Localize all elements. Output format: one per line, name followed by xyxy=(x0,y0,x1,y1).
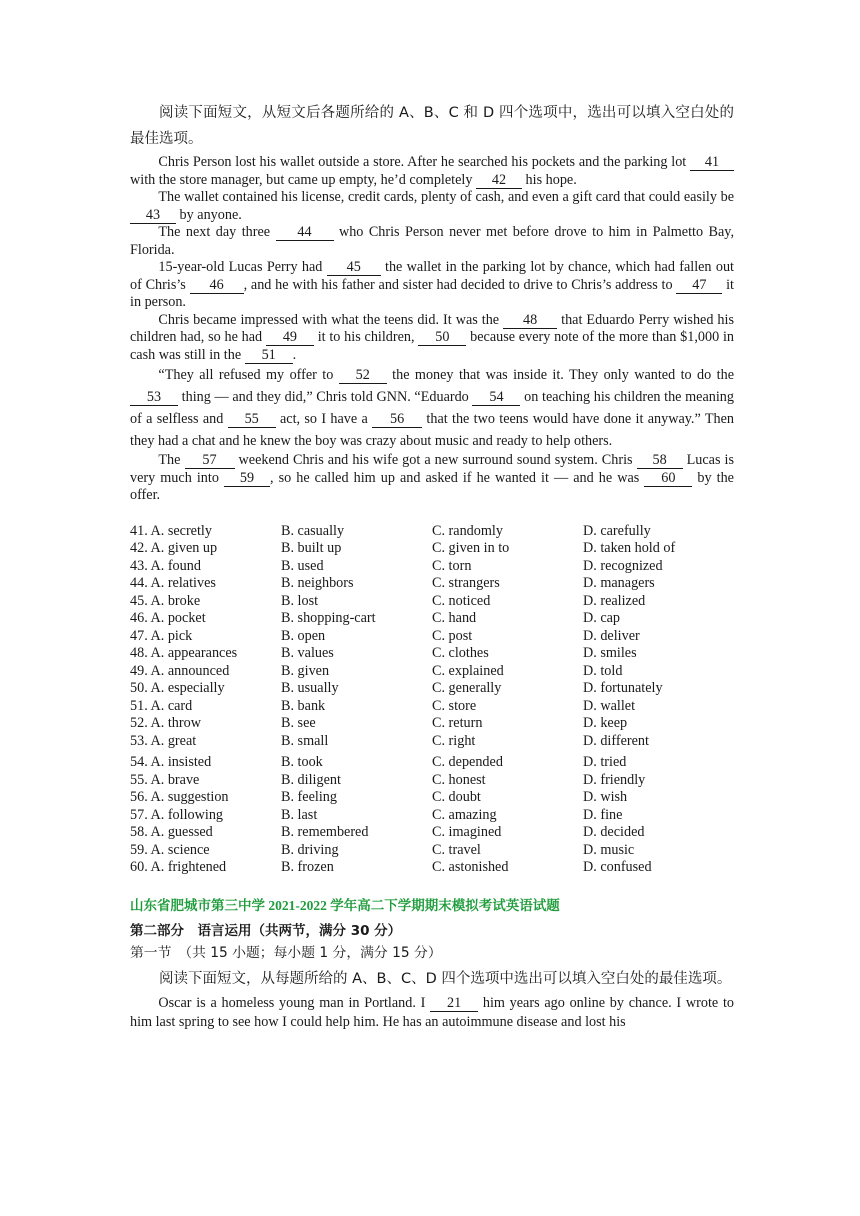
option-d: D. managers xyxy=(583,575,655,591)
option-c: C. doubt xyxy=(432,789,481,805)
option-a: 58. A. guessed xyxy=(130,824,213,840)
blank-42: 42 xyxy=(476,173,522,189)
passage-text: by the offer. xyxy=(130,469,734,503)
cloze-passage-2 xyxy=(130,994,734,1032)
option-row xyxy=(130,663,734,681)
passage-paragraph xyxy=(130,452,734,505)
option-b: B. neighbors xyxy=(281,575,354,591)
blank-44: 44 xyxy=(276,225,334,241)
option-row xyxy=(130,645,734,663)
cloze-passage xyxy=(130,154,734,505)
passage-text: , and he with his father and sister had decided to drive to Chris’s address to xyxy=(243,276,677,293)
passage-text: on teaching his children the meaning of a selfless and xyxy=(130,389,734,427)
option-c: C. travel xyxy=(432,841,481,858)
passage-text: 15-year-old Lucas Perry had xyxy=(158,259,327,275)
option-c: C. depended xyxy=(432,754,503,770)
option-b: B. values xyxy=(281,645,334,661)
option-d: D. music xyxy=(583,841,635,858)
option-b: B. casually xyxy=(281,522,345,539)
passage-paragraph xyxy=(130,224,734,259)
option-row xyxy=(130,575,734,593)
option-a: 44. A. relatives xyxy=(130,575,216,591)
option-d: D. cap xyxy=(583,610,621,626)
option-row xyxy=(130,807,734,825)
passage-text: that Eduardo Perry wished his children had, so he had xyxy=(130,311,734,345)
option-d: D. wish xyxy=(583,789,628,805)
reading-instruction: 阅读下面短文，从短文后各题所给的 A、B、C 和 D 四个选项中，选出可以填入空白处的最佳选项。 xyxy=(130,105,734,147)
exam-page xyxy=(130,100,734,1032)
option-a: 43. A. found xyxy=(130,557,201,574)
blank-41: 41 xyxy=(690,155,734,171)
passage-text: that the two teens would have done it anyway.” Then they had a chat and he knew the boy was crazy about music and ready to help others. xyxy=(130,411,734,449)
option-a: 57. A. following xyxy=(130,806,224,823)
option-b: B. open xyxy=(281,627,326,644)
option-d: D. confused xyxy=(583,859,652,875)
option-a: 49. A. announced xyxy=(130,662,230,679)
passage-text: . xyxy=(292,346,297,363)
blank-51: 51 xyxy=(245,348,293,364)
option-b: B. given xyxy=(281,662,330,679)
passage-paragraph xyxy=(130,994,734,1032)
option-c: C. post xyxy=(432,627,473,644)
passage-paragraph xyxy=(130,364,734,452)
passage-text: who Chris Person never met before drove to him in Palmetto Bay, Florida. xyxy=(130,224,734,258)
passage-paragraph xyxy=(130,312,734,365)
option-b: B. shopping-cart xyxy=(281,610,376,626)
option-d: D. recognized xyxy=(583,557,663,574)
passage-text: with the store manager, but came up empty, he’d completely xyxy=(130,171,476,188)
option-b: B. last xyxy=(281,806,318,823)
option-b: B. lost xyxy=(281,592,319,609)
passage-text: thing — and they did,” Chris told GNN. “Eduardo xyxy=(178,389,473,405)
option-b: B. built up xyxy=(281,540,342,556)
passage-text: because every note of the more than $1,000 in cash was still in the xyxy=(130,329,734,363)
option-a: 47. A. pick xyxy=(130,627,193,644)
passage-text: the wallet in the parking lot by chance, which had fallen out of Chris’s xyxy=(130,259,734,293)
option-row xyxy=(130,859,734,877)
blank-60: 60 xyxy=(644,471,692,487)
option-a: 42. A. given up xyxy=(130,540,218,556)
option-a: 54. A. insisted xyxy=(130,754,212,770)
passage-text: Oscar is a homeless young man in Portland. I xyxy=(158,994,431,1011)
option-row xyxy=(130,680,734,698)
option-row xyxy=(130,698,734,716)
option-c: C. store xyxy=(432,697,477,714)
option-d: D. fine xyxy=(583,806,623,823)
passage-paragraph xyxy=(130,154,734,189)
passage-paragraph xyxy=(130,189,734,224)
passage-text: The next day three xyxy=(158,224,276,240)
option-d: D. taken hold of xyxy=(583,540,676,556)
section-heading: 第二部分 语言运用（共两节，满分 30 分） xyxy=(130,922,402,939)
answer-options-table xyxy=(130,523,734,877)
passage-text: it to his children, xyxy=(313,329,419,345)
blank-58: 58 xyxy=(637,453,683,469)
option-a: 53. A. great xyxy=(130,732,197,749)
blank-56: 56 xyxy=(372,412,422,428)
section-subheading: 第一节 （共 15 小题；每小题 1 分，满分 15 分） xyxy=(130,944,442,961)
passage-text: his hope. xyxy=(522,171,577,188)
blank-45: 45 xyxy=(327,260,381,276)
option-row xyxy=(130,610,734,628)
passage-text: Chris Person lost his wallet outside a store. After he searched his pockets and the parking lot xyxy=(158,154,690,170)
option-row xyxy=(130,523,734,541)
option-d: D. told xyxy=(583,662,623,679)
option-b: B. diligent xyxy=(281,771,341,788)
option-b: B. see xyxy=(281,715,316,731)
option-row xyxy=(130,715,734,733)
blank-52: 52 xyxy=(339,368,387,384)
option-b: B. bank xyxy=(281,697,326,714)
option-c: C. imagined xyxy=(432,824,502,840)
option-a: 55. A. brave xyxy=(130,771,200,788)
option-row xyxy=(130,750,734,772)
option-d: D. wallet xyxy=(583,697,636,714)
option-c: C. right xyxy=(432,732,476,749)
option-c: C. clothes xyxy=(432,645,489,661)
option-c: C. randomly xyxy=(432,522,503,539)
blank-50: 50 xyxy=(418,330,466,346)
passage-text: weekend Chris and his wife got a new surround sound system. Chris xyxy=(234,452,637,468)
passage-text: “They all refused my offer to xyxy=(158,367,339,383)
option-a: 56. A. suggestion xyxy=(130,789,229,805)
option-c: C. return xyxy=(432,715,483,731)
passage-text: Chris became impressed with what the teens did. It was the xyxy=(158,311,504,328)
option-row xyxy=(130,558,734,576)
option-d: D. different xyxy=(583,732,649,749)
option-d: D. tried xyxy=(583,754,627,770)
reading-instruction-2: 阅读下面短文，从每题所给的 A、B、C、D 四个选项中选出可以填入空白处的最佳选项。 xyxy=(159,970,732,987)
passage-text: , so he called him up and asked if he wanted it — and he was xyxy=(269,469,645,486)
option-row xyxy=(130,540,734,558)
blank-48: 48 xyxy=(503,313,557,329)
option-a: 51. A. card xyxy=(130,697,193,714)
option-b: B. small xyxy=(281,732,329,749)
option-row xyxy=(130,789,734,807)
option-d: D. carefully xyxy=(583,522,651,539)
option-d: D. decided xyxy=(583,824,645,840)
passage-text: the money that was inside it. They only wanted to do the xyxy=(386,367,734,383)
passage-text: act, so I have a xyxy=(275,411,373,427)
blank-49: 49 xyxy=(266,330,314,346)
option-b: B. driving xyxy=(281,841,339,858)
option-a: 45. A. broke xyxy=(130,592,201,609)
passage-text: The xyxy=(158,452,185,468)
option-d: D. realized xyxy=(583,592,646,609)
option-b: B. used xyxy=(281,557,324,574)
option-a: 46. A. pocket xyxy=(130,610,206,626)
passage-text: it in person. xyxy=(130,276,734,310)
option-b: B. usually xyxy=(281,680,339,696)
blank-47: 47 xyxy=(676,278,722,294)
option-c: C. given in to xyxy=(432,540,510,556)
option-b: B. remembered xyxy=(281,824,369,840)
option-a: 60. A. frightened xyxy=(130,859,227,875)
blank-55: 55 xyxy=(228,412,276,428)
passage-text: The wallet contained his license, credit cards, plenty of cash, and even a gift card that could easily be xyxy=(158,189,734,205)
option-c: C. astonished xyxy=(432,859,509,875)
blank-21: 21 xyxy=(430,996,478,1012)
option-c: C. amazing xyxy=(432,806,497,823)
exam-source-title: 山东省肥城市第三中学 2021-2022 学年高二下学期期末模拟考试英语试题 xyxy=(130,897,560,913)
option-a: 52. A. throw xyxy=(130,715,201,731)
option-row xyxy=(130,842,734,860)
option-row xyxy=(130,772,734,790)
option-c: C. honest xyxy=(432,771,486,788)
option-d: D. smiles xyxy=(583,645,637,661)
option-row xyxy=(130,733,734,751)
blank-43: 43 xyxy=(130,208,176,224)
option-c: C. torn xyxy=(432,557,472,574)
blank-54: 54 xyxy=(472,390,520,406)
passage-paragraph xyxy=(130,259,734,312)
option-b: B. took xyxy=(281,754,323,770)
option-a: 41. A. secretly xyxy=(130,522,212,539)
option-row xyxy=(130,593,734,611)
option-d: D. fortunately xyxy=(583,680,663,696)
blank-53: 53 xyxy=(130,390,178,406)
option-d: D. friendly xyxy=(583,771,646,788)
option-c: C. explained xyxy=(432,662,504,679)
option-c: C. generally xyxy=(432,680,502,696)
blank-46: 46 xyxy=(190,278,244,294)
blank-57: 57 xyxy=(185,453,235,469)
option-d: D. keep xyxy=(583,715,628,731)
option-b: B. frozen xyxy=(281,859,334,875)
option-c: C. strangers xyxy=(432,575,500,591)
option-d: D. deliver xyxy=(583,627,640,644)
passage-text: by anyone. xyxy=(176,206,242,223)
option-c: C. noticed xyxy=(432,592,491,609)
option-a: 48. A. appearances xyxy=(130,645,238,661)
passage-text: Lucas is very much into xyxy=(130,452,735,486)
option-a: 50. A. especially xyxy=(130,680,225,696)
option-row xyxy=(130,824,734,842)
option-b: B. feeling xyxy=(281,789,337,805)
passage-text: him years ago online by chance. I wrote to him last spring to see how I could help him. He has an autoimmune disease and lost his xyxy=(130,994,734,1030)
option-row xyxy=(130,628,734,646)
option-c: C. hand xyxy=(432,610,477,626)
option-a: 59. A. science xyxy=(130,841,210,858)
blank-59: 59 xyxy=(224,471,270,487)
